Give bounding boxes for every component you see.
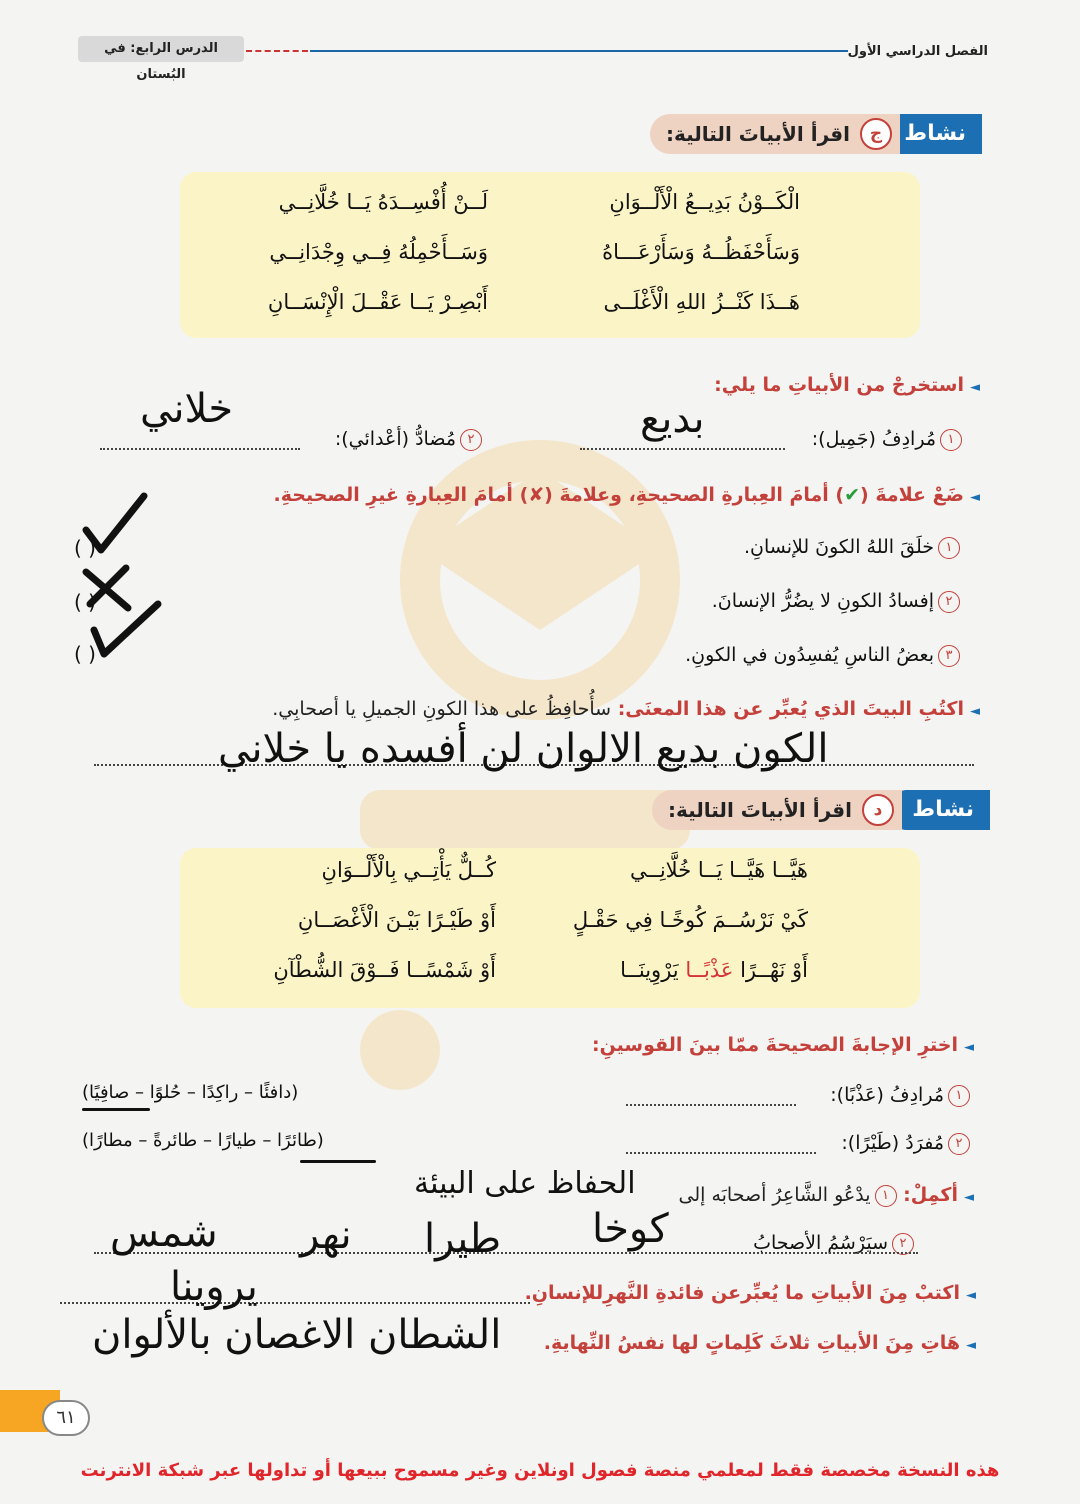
handwritten-complete-2d: شمس	[110, 1210, 218, 1256]
answer-line-river	[60, 1302, 530, 1304]
rhyme-title: ◄هَاتِ مِنَ الأبياتِ ثلاثَ كَلِماتٍ لها نفسُ النِّهايةِ.	[543, 1332, 976, 1354]
complete-title: ◄أكمِلْ: ١يدْعُو الشَّاعِرُ أصحابَه إلى	[678, 1184, 974, 1206]
choose-q2: ٢مُفرَدُ (طَيْرًا):	[841, 1132, 970, 1155]
handwritten-answer-q2: خلاني	[140, 386, 234, 432]
choose-q1: ١مُرادِفُ (عَذْبًا):	[830, 1084, 970, 1107]
choose-q1-options: (دافئًا – راكِدًا – حُلوًا – صافِيًا)	[82, 1082, 299, 1103]
verse2-2-left: أَوْ طَيْـرًا بَيْـنَ الْأَغْصَــانِ	[297, 908, 496, 932]
handwritten-verse-answer: الكون بديع الالوان لن أفسده يا خلاني	[218, 726, 829, 772]
header-lesson: الدرس الرابع: في البُستان	[78, 36, 244, 62]
answer-paren-3: ( )	[74, 642, 96, 666]
verse2-1-right: هَيَّــا هَيَّــا يَــا خُلَّانِــي	[630, 858, 808, 882]
activity-label: نشاط	[888, 114, 982, 154]
activity-title: اقرأ الأبياتَ التالية:	[665, 122, 850, 146]
handwritten-answer-q1: بديع	[640, 396, 705, 442]
extract-q2: ٢مُضادُّ (أعْدائي):	[335, 428, 482, 451]
activity-title-group-1	[650, 114, 900, 154]
answer-paren-2: ( )	[74, 590, 96, 614]
activity-title-group-2	[652, 790, 902, 830]
river-title: ◄اكتبْ مِنَ الأبياتِ ما يُعبِّرعن فائدةِ النَّهرِللإنسانِ.	[524, 1282, 976, 1304]
handwritten-complete-2c: نهر	[300, 1212, 352, 1258]
activity-label-2: نشاط	[896, 790, 990, 830]
extract-q1: ١مُرادِفُ (جَمِيل):	[812, 428, 962, 451]
footer-notice: هذه النسخة مخصصة فقط لمعلمي منصة فصول اونلاين وغير مسموح ببيعها أو تداولها عبر شبكة الانترنت	[80, 1460, 1000, 1481]
selected-answer-underline-2	[300, 1160, 376, 1163]
verse-1-right: الْكَــوْنُ بَدِيــعُ الْأَلْــوَانِ	[609, 190, 800, 214]
verse2-2-right: كَيْ نَرْسُــمَ كُوخًـا فِي حَقْـلٍ	[572, 908, 808, 932]
answer-line-q2	[100, 448, 300, 450]
answer-line-q1	[580, 448, 785, 450]
verse2-3-left: أَوْ شَمْسًــا فَــوْقَ الشُّطْآنِ	[273, 958, 496, 982]
header-line	[310, 50, 848, 52]
verse-1-left: لَــنْ أُفْسِــدَهُ يَــا خُلَّانِــي	[278, 190, 488, 214]
handwritten-complete-1: الحفاظ على البيئة	[414, 1166, 636, 1201]
poem-box-2	[180, 848, 920, 1008]
mark-item-2: ٢إفسادُ الكونِ لا يضُرُّ الإنسانَ.	[712, 590, 960, 613]
activity-badge-1	[888, 114, 982, 154]
activity-title-2: اقرأ الأبياتَ التالية:	[667, 798, 852, 822]
mark-item-1: ١خلَقَ اللهُ الكونَ للإنسانِ.	[744, 536, 960, 559]
verse-3-left: أَبْصِـرْ يَــا عَقْــلَ الْإِنْسَــانِ	[267, 290, 488, 314]
write-verse-title: ◄اكتُبِ البيتَ الذي يُعبِّر عن هذا المعنَى: سأُحافِظُ على هذا الكونِ الجميلِ يا أصحابِي.	[272, 698, 980, 720]
header-dash	[246, 50, 308, 52]
choose-title: ◄اخترِ الإجابةَ الصحيحةَ ممّا بينَ القوسينِ:	[591, 1034, 974, 1056]
handwritten-rhyme-answer: الشطان الاغصان بالألوان	[92, 1312, 502, 1358]
extract-title: ◄استخرجْ من الأبياتِ ما يلي:	[714, 374, 980, 396]
complete-q2: ٢سيَرْسُمُ الأصحابُ	[753, 1232, 914, 1255]
page-number: ٦١	[42, 1400, 90, 1436]
selected-answer-underline-1	[82, 1108, 150, 1111]
verse2-1-left: كُــلٌّ يَأْتِــي بِالْأَلْــوَانِ	[321, 858, 496, 882]
activity-letter-2: د	[862, 794, 894, 826]
verse2-3-right: أَوْ نَهْــرًا عَذْبًــا يَرْوِينَــا	[620, 958, 808, 982]
answer-line-choose-1	[626, 1104, 796, 1106]
answer-paren-1: ( )	[74, 536, 96, 560]
handwritten-river-answer: يروينا	[170, 1264, 258, 1310]
verse-2-left: وَسَــأَحْمِلُهُ فِــي وِجْدَانِــي	[269, 240, 488, 264]
activity-letter: ج	[860, 118, 892, 150]
verse-2-right: وَسَأَحْفَظُــهُ وَسَأَرْعَـــاهُ	[602, 240, 800, 264]
verse-3-right: هَــذَا كَنْــزُ اللهِ الْأَغْلَــى	[603, 290, 800, 314]
handwritten-marks	[76, 490, 166, 670]
header-semester: الفصل الدراسي الأول	[847, 44, 988, 59]
mark-item-3: ٣بعضُ الناسِ يُفسِدُون في الكونِ.	[685, 644, 960, 667]
answer-line-choose-2	[626, 1152, 816, 1154]
handwritten-complete-2b: طيرا	[424, 1216, 502, 1262]
mark-title: ◄ضَعْ علامةَ (✔) أمامَ العِبارةِ الصحيحةِ، وعلامةَ (✘) أمامَ العِبارةِ غيرِ الصحيحةِ.	[273, 484, 980, 506]
choose-q2-options: (طائرًا – طيارًا – طائرةً – مطارًا)	[82, 1130, 324, 1151]
handwritten-complete-2a: كوخا	[592, 1206, 669, 1252]
